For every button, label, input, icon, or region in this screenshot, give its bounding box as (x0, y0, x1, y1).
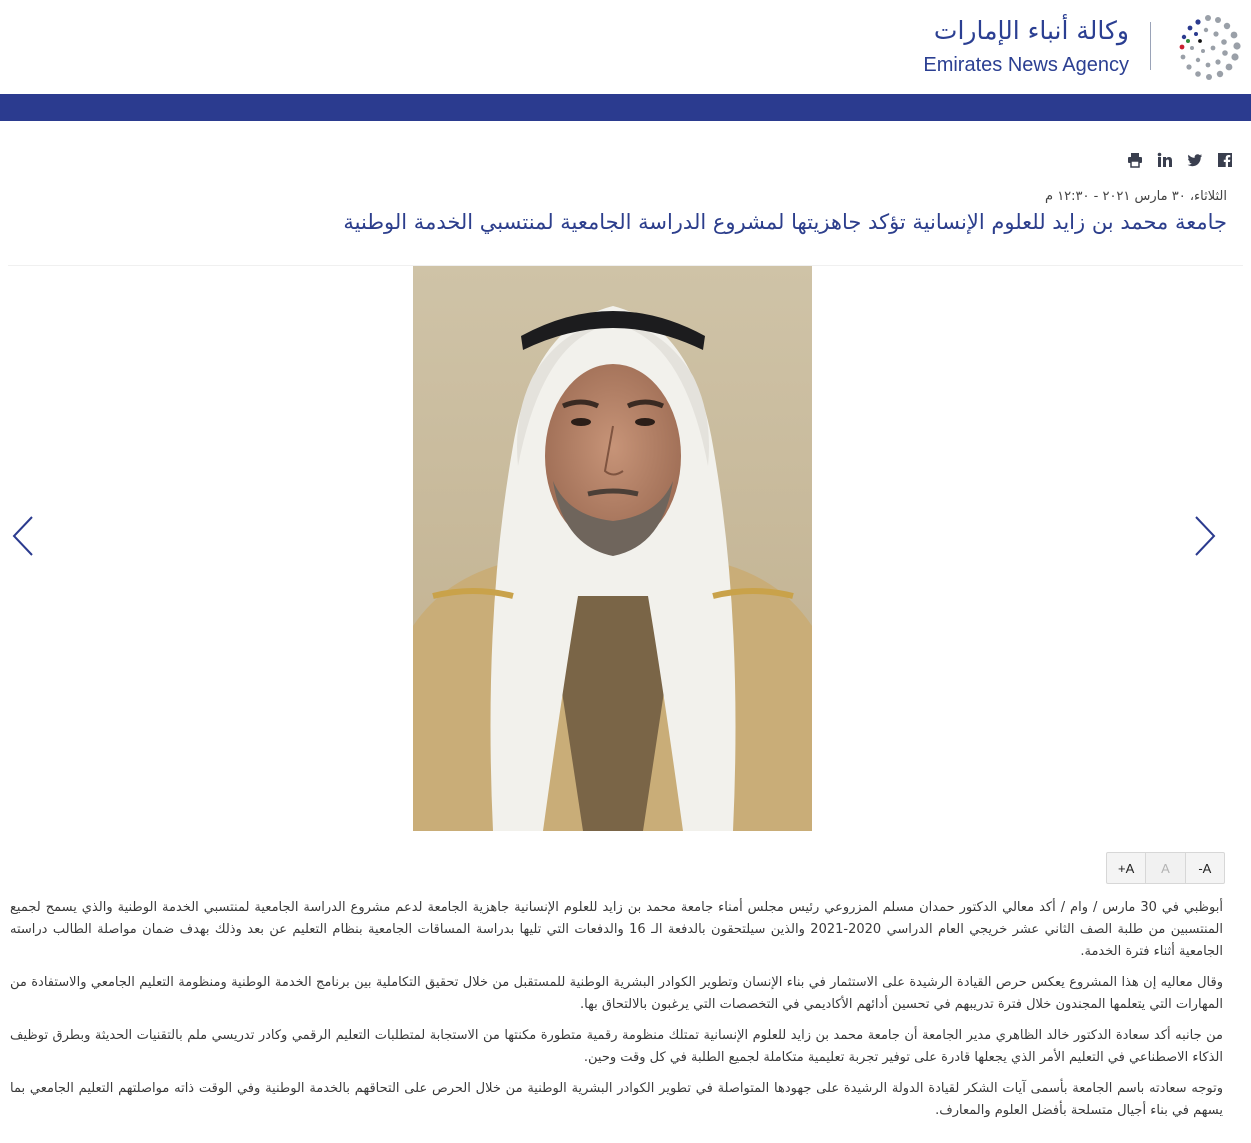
article-body (10, 897, 1223, 1131)
previous-arrow-icon[interactable] (10, 513, 40, 559)
logo-divider (1150, 22, 1151, 70)
article-title: جامعة محمد بن زايد للعلوم الإنسانية تؤكد جاهزيتها لمشروع الدراسة الجامعية لمنتسبي الخدمة الوطنية (343, 210, 1227, 234)
facebook-icon[interactable] (1217, 152, 1233, 168)
site-header (0, 0, 1251, 94)
font-decrease-button[interactable]: -A (1198, 860, 1212, 876)
article-photo (413, 266, 812, 831)
navigation-bar (0, 94, 1251, 121)
font-size-controls (1106, 852, 1225, 884)
article-paragraph: أبوظبي في 30 مارس / وام / أكد معالي الدكتور حمدان مسلم المزروعي رئيس مجلس أمناء جامعة محمد بن زايد للعلوم الإنسانية جاهزية الجامعة لدعم مشروع الدراسة الجامعية لمنتسبي الخدمة الوطنية والذي يسمح لجميع المنتسبين من طلبة الصف الثاني عشر خريجي العام الدراسي 2020-2021 والذين سيلتحقون بالدفعة الـ 16 والدفعات التي تليها بدراسة المساقات الجامعية بنظام التعليم عن بعد وذلك بهدف ضمان مواصلة الطالب دراسته الجامعية أثناء فترة الخدمة. (10, 900, 1223, 959)
twitter-icon[interactable] (1187, 152, 1203, 168)
font-reset-button[interactable]: A (1146, 853, 1185, 883)
logo-arabic-text[interactable]: وكالة أنباء الإمارات (933, 16, 1129, 45)
wam-logo-icon[interactable] (1170, 10, 1246, 86)
article-paragraph: من جانبه أكد سعادة الدكتور خالد الظاهري مدير الجامعة أن جامعة محمد بن زايد للعلوم الإنسانية تمتلك منظومة رقمية متطورة مكنتها من الاستجابة لمتطلبات التعليم الرقمي وكادر تدريسي ملم بالتقنيات الحديثة وبطرق توظيف الذكاء الاصطناعي في التعليم الأمر الذي يجعلها قادرة على توفير تجربة تعليمية متكاملة لجميع الطلبة في كل وقت وحين. (10, 1028, 1223, 1065)
article-paragraph: وقال معاليه إن هذا المشروع يعكس حرص القيادة الرشيدة على الاستثمار في بناء الإنسان وتطوير الكوادر البشرية الوطنية للمستقبل من خلال تحقيق التكاملية بين برنامج الخدمة الوطنية ومنظومة التعليم الجامعي والاستفادة من المهارات التي يتعلمها المجندون خلال فترة تدريبهم في تحسين أدائهم الأكاديمي في التخصصات التي يرغبون بالالتحاق بها. (10, 975, 1223, 1012)
next-arrow-icon[interactable] (1188, 513, 1218, 559)
print-icon[interactable] (1127, 152, 1143, 168)
share-toolbar (1127, 152, 1233, 168)
article-paragraph: وتوجه سعادته باسم الجامعة بأسمى آيات الشكر لقيادة الدولة الرشيدة على جهودها المتواصلة في تطوير الكوادر البشرية الوطنية من خلال الحرص على التحاقهم بالخدمة الوطنية وفي الوقت ذاته مواصلتهم التعليم الجامعي بما يسهم في بناء أجيال متسلحة بأفضل العلوم والمعارف. (10, 1081, 1223, 1118)
linkedin-icon[interactable] (1157, 152, 1173, 168)
font-increase-button[interactable]: +A (1107, 853, 1146, 883)
logo-english-text[interactable]: Emirates News Agency (923, 54, 1129, 76)
article-dateline: الثلاثاء، ٣٠ مارس ٢٠٢١ - ١٢:٣٠ م (1045, 189, 1227, 204)
